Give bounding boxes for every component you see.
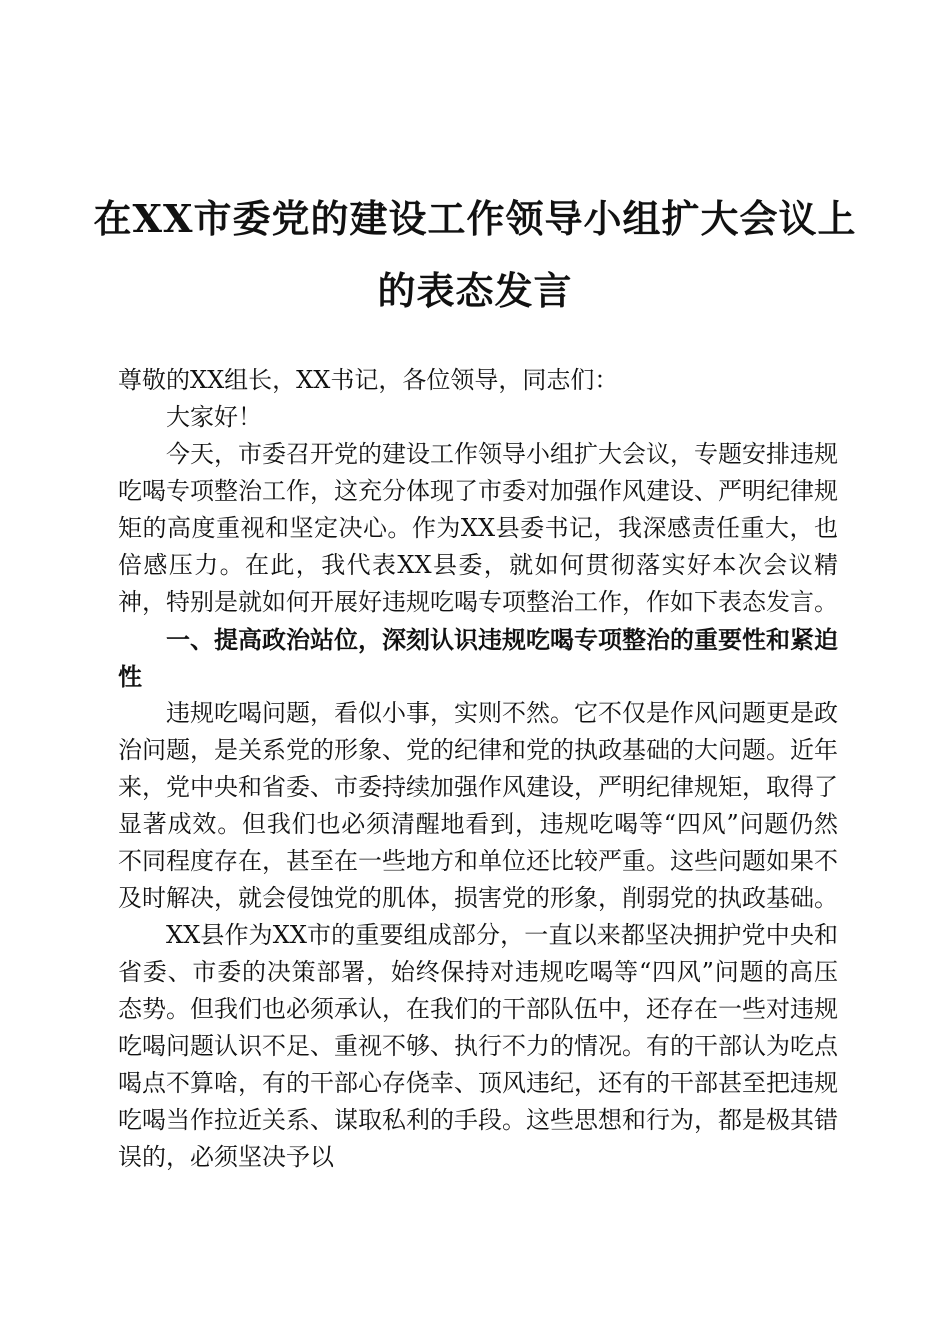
paragraph-section-1-b: XX县作为XX市的重要组成部分，一直以来都坚决拥护党中央和省委、市委的决策部署，始终保持对违规吃喝等“四风”问题的高压态势。但我们也必须承认，在我们的干部队伍中，还存在一些对违规吃喝问题认识不足、重视不够、执行不力的情况。有的干部认为吃点喝点不算啥，有的干部心存侥幸、顶风违纪，还有的干部甚至把违规吃喝当作拉近关系、谋取私利的手段。这些思想和行为，都是极其错误的，必须坚决予以 <box>118 921 838 1171</box>
paragraph-intro: 今天，市委召开党的建设工作领导小组扩大会议，专题安排违规吃喝专项整治工作，这充分体现了市委对加强作风建设、严明纪律规矩的高度重视和坚定决心。作为XX县委书记，我深感责任重大，也倍感压力。在此，我代表XX县委，就如何贯彻落实好本次会议精神，特别是就如何开展好违规吃喝专项整治工作，作如下表态发言。 <box>118 440 838 616</box>
document-title-line-2: 的表态发言 <box>377 268 573 313</box>
section-heading-1: 一、提高政治站位，深刻认识违规吃喝专项整治的重要性和紧迫性 <box>118 625 838 691</box>
document-title-line-1: 在XX市委党的建设工作领导小组扩大会议上 <box>93 196 857 241</box>
document-body <box>118 362 838 1176</box>
paragraph-section-1-a: 违规吃喝问题，看似小事，实则不然。它不仅是作风问题更是政治问题，是关系党的形象、党的纪律和党的执政基础的大问题。近年来，党中央和省委、市委持续加强作风建设，严明纪律规矩，取得了显著成效。但我们也必须清醒地看到，违规吃喝等“四风”问题仍然不同程度存在，甚至在一些地方和单位还比较严重。这些问题如果不及时解决，就会侵蚀党的肌体，损害党的形象，削弱党的执政基础。 <box>118 699 838 912</box>
greeting: 大家好！ <box>166 403 262 431</box>
salutation: 尊敬的XX组长，XX书记，各位领导，同志们： <box>118 366 619 394</box>
